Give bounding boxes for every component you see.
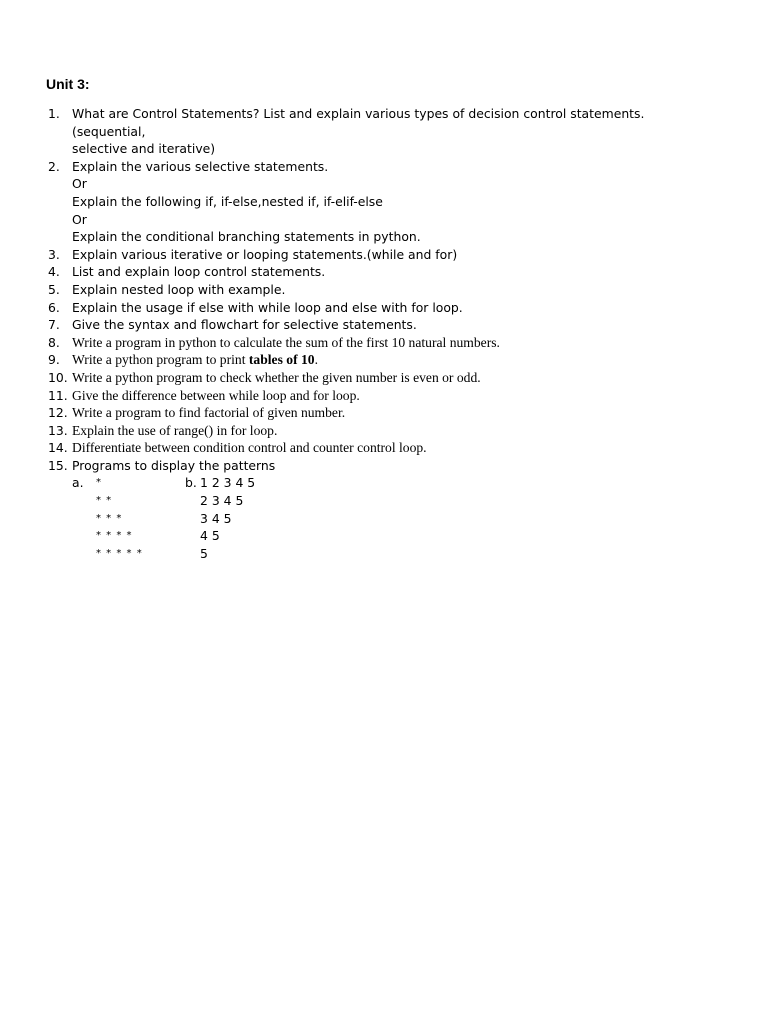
question-3 xyxy=(0,246,768,264)
question-text: List and explain loop control statements. xyxy=(72,264,326,280)
patterns-block xyxy=(0,474,768,564)
pattern-row xyxy=(0,510,768,528)
pattern-a-row: * * * xyxy=(96,512,123,524)
question-number: 7. xyxy=(48,317,60,333)
question-text: Write a program to find factorial of given number. xyxy=(72,405,346,421)
question-text-prefix: Write a python program to print xyxy=(72,352,249,368)
unit-title: Unit 3: xyxy=(46,76,90,92)
question-12 xyxy=(0,404,768,422)
question-text: Write a python program to check whether the given number is even or odd. xyxy=(72,369,481,385)
question-1-continuation: selective and iterative) xyxy=(72,141,216,157)
pattern-row xyxy=(0,527,768,545)
question-number: 11. xyxy=(48,387,68,403)
pattern-row xyxy=(0,492,768,510)
question-text: Explain the various selective statements. xyxy=(72,158,329,174)
question-number: 10. xyxy=(48,369,68,385)
question-7 xyxy=(0,316,768,334)
question-text-bold: tables of 10 xyxy=(248,352,315,368)
pattern-a-row: * * * * * xyxy=(96,547,143,559)
question-11 xyxy=(0,387,768,405)
pattern-b-label: b. xyxy=(185,475,197,491)
pattern-b-row: 4 5 xyxy=(200,528,220,544)
pattern-b-row: 2 3 4 5 xyxy=(200,493,244,509)
pattern-row xyxy=(0,474,768,492)
question-text: Write a program in python to calculate the sum of the first 10 natural numbers. xyxy=(72,334,500,350)
question-8 xyxy=(0,334,768,352)
question-text: Programs to display the patterns xyxy=(72,457,276,473)
question-text: Give the syntax and flowchart for selective statements. xyxy=(72,317,417,333)
question-9 xyxy=(0,351,768,369)
pattern-b-row: 3 4 5 xyxy=(200,510,232,526)
question-6 xyxy=(0,299,768,317)
question-2-alt-1: Explain the following if, if-else,nested if, if-elif-else xyxy=(72,193,383,209)
question-number: 13. xyxy=(48,422,68,438)
pattern-a-row: * * xyxy=(96,495,113,507)
question-number: 4. xyxy=(48,264,60,280)
question-number: 2. xyxy=(48,158,60,174)
question-list xyxy=(0,105,768,564)
pattern-b-row: 1 2 3 4 5 xyxy=(200,475,256,491)
question-2 xyxy=(0,158,768,176)
question-text: Give the difference between while loop and for loop. xyxy=(72,387,360,403)
pattern-a-label: a. xyxy=(72,475,84,491)
question-number: 6. xyxy=(48,299,60,315)
question-text: Differentiate between condition control and counter control loop. xyxy=(72,440,427,456)
question-14 xyxy=(0,439,768,457)
question-text xyxy=(72,351,712,369)
question-number: 14. xyxy=(48,440,68,456)
question-text: Explain various iterative or looping statements.(while and for) xyxy=(72,246,458,262)
question-text-suffix: . xyxy=(314,352,318,368)
question-text: What are Control Statements? List and explain various types of decision control statements. (sequential, xyxy=(72,106,645,139)
question-10 xyxy=(0,369,768,387)
pattern-b-row: 5 xyxy=(200,545,208,561)
question-number: 5. xyxy=(48,281,60,297)
question-1 xyxy=(0,105,768,140)
question-text: Explain nested loop with example. xyxy=(72,281,286,297)
question-text: Explain the usage if else with while loop and else with for loop. xyxy=(72,299,463,315)
question-13 xyxy=(0,422,768,440)
question-number: 9. xyxy=(48,352,60,368)
pattern-a-row: * xyxy=(96,477,102,489)
pattern-row xyxy=(0,545,768,563)
question-number: 8. xyxy=(48,334,60,350)
pattern-a-row: * * * * xyxy=(96,530,133,542)
question-4 xyxy=(0,263,768,281)
question-number: 12. xyxy=(48,405,68,421)
question-number: 3. xyxy=(48,246,60,262)
question-2-or: Or xyxy=(72,211,87,227)
question-2-alt-2: Explain the conditional branching statements in python. xyxy=(72,229,421,245)
question-2-or: Or xyxy=(72,176,87,192)
question-number: 15. xyxy=(48,457,68,473)
question-5 xyxy=(0,281,768,299)
question-15 xyxy=(0,457,768,475)
question-number: 1. xyxy=(48,106,60,121)
question-text: Explain the use of range() in for loop. xyxy=(72,422,278,438)
